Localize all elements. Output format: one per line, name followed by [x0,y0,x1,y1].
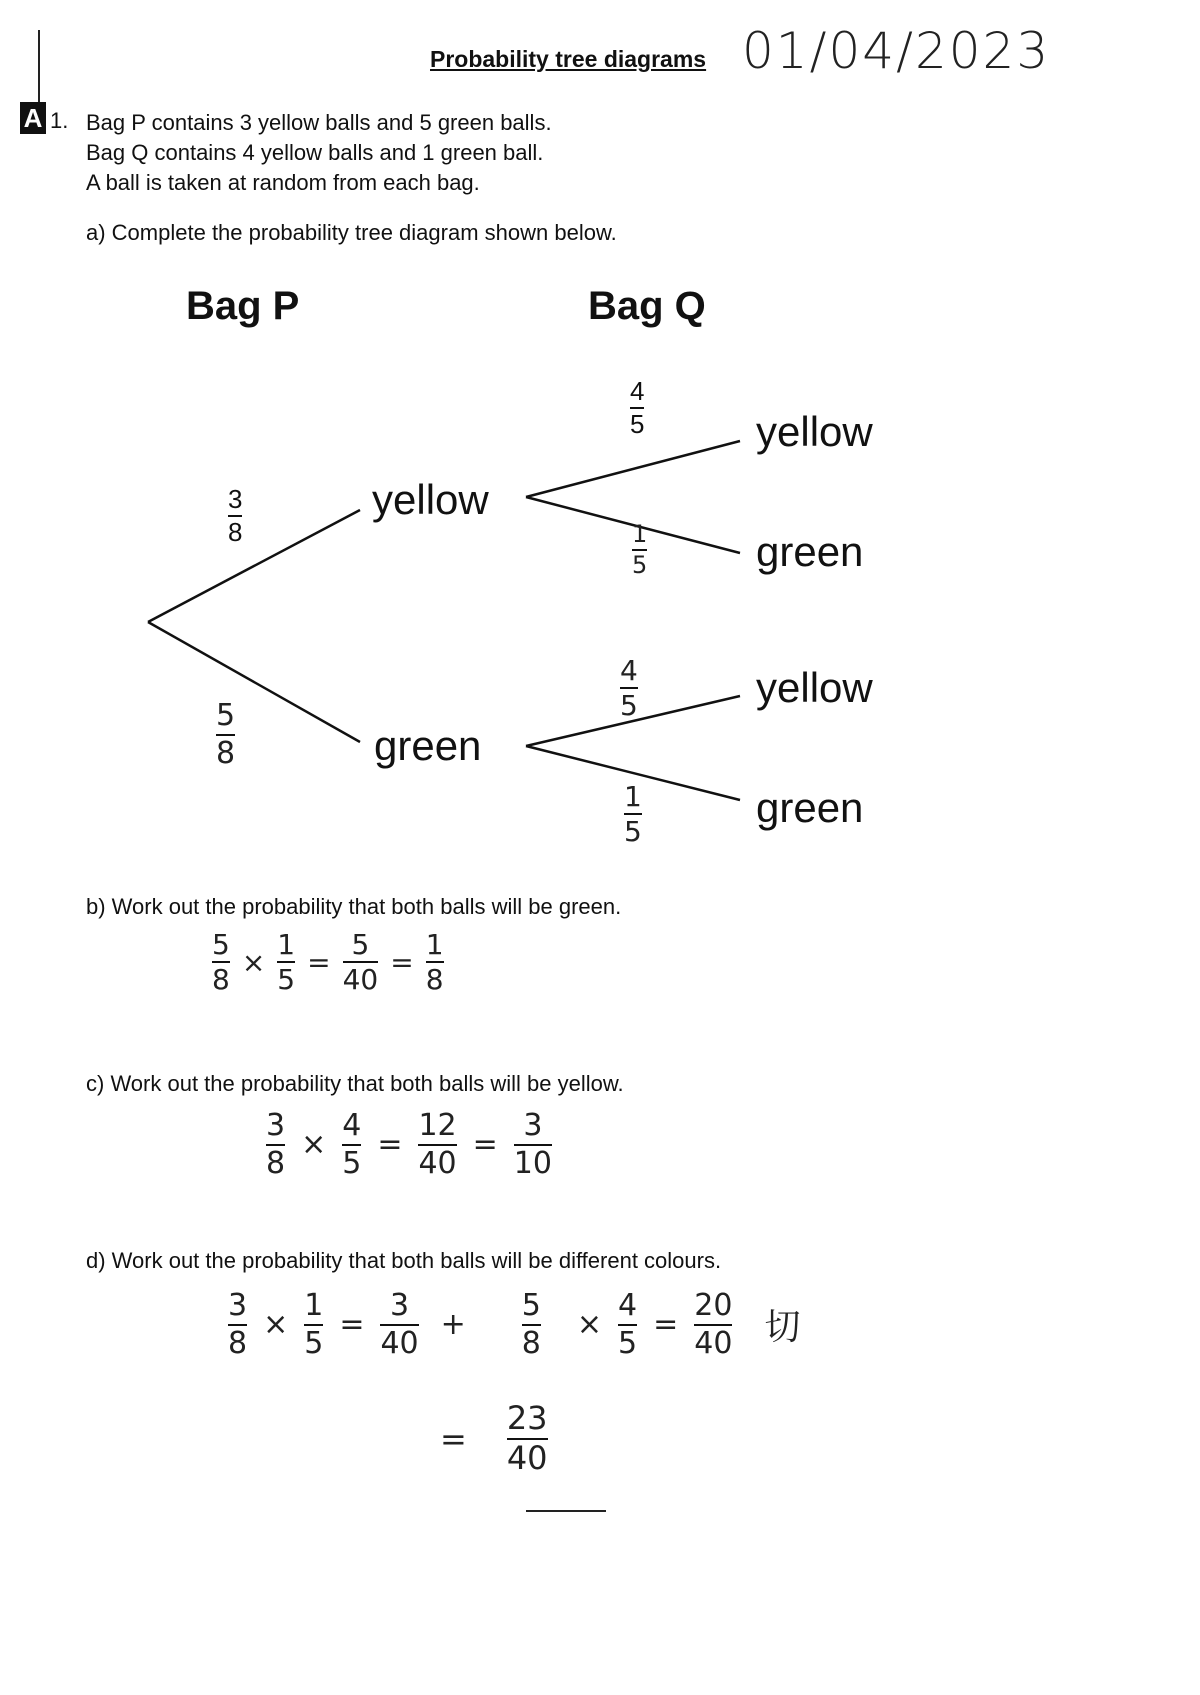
numerator: 5 [351,928,370,961]
intro-line-2: Bag Q contains 4 yellow balls and 1 green ball. [86,140,544,165]
outcome-p-yellow: yellow [372,476,489,523]
outcome-qg-green: green [756,784,864,831]
numerator: 3 [228,1288,248,1323]
denominator: 5 [277,963,296,997]
answer-d-product2 [694,1290,732,1359]
denominator: 8 [228,1325,248,1361]
numerator: 23 [506,1399,548,1437]
handwritten-note: 切 [764,1307,801,1348]
outcome-qy-yellow: yellow [756,408,873,455]
denominator: 8 [425,963,444,997]
prob-qy-yellow-num: 4 [630,376,645,406]
denominator: 8 [266,1145,286,1181]
prob-qy-yellow [630,378,644,439]
plus-sign: + [440,1307,466,1342]
answer-d-line2 [440,1399,548,1477]
part-b-prompt: b) Work out the probability that both balls will be green. [86,894,622,919]
intro-line-1: Bag P contains 3 yellow balls and 5 green balls. [86,110,552,135]
numerator: 4 [618,1288,638,1323]
answer-d-term4 [618,1290,637,1359]
numerator: 5 [521,1288,541,1323]
equals-sign: = [390,945,414,979]
numerator: 1 [277,928,296,961]
denominator: 8 [521,1325,541,1361]
numerator: 4 [342,1108,362,1143]
bag-q-heading: Bag Q [588,284,706,328]
answer-d-final [506,1399,548,1477]
prob-qg-green-num: 1 [624,780,642,813]
answer-d-product1 [380,1290,418,1359]
branch-p-green [148,622,360,742]
answer-b [212,930,444,995]
answer-b-simplified [426,930,444,995]
outcome-qy-green: green [756,528,864,575]
denominator: 5 [618,1325,638,1361]
denominator: 10 [513,1145,552,1181]
denominator: 40 [380,1325,419,1361]
denominator: 40 [506,1438,548,1477]
branch-qy-yellow [526,441,740,497]
answer-b-term2 [277,930,295,995]
prob-p-green-num: 5 [216,698,236,733]
denominator: 40 [342,963,379,997]
final-answer-underline [526,1510,606,1512]
numerator: 20 [694,1288,733,1323]
prob-p-yellow-den: 8 [228,517,243,548]
numerator: 1 [425,928,444,961]
answer-d-term3 [522,1290,541,1359]
handwritten-date: 01/04/2023 [742,22,1051,80]
section-badge: A [20,102,46,134]
prob-qg-yellow-num: 4 [620,654,638,687]
prob-qg-yellow [620,656,638,721]
outcome-p-green: green [374,722,482,769]
branch-p-yellow [148,510,360,622]
page-title: Probability tree diagrams [430,46,707,72]
prob-p-green-den: 8 [216,735,236,771]
numerator: 3 [390,1288,410,1323]
part-a-prompt: a) Complete the probability tree diagram shown below. [86,220,617,245]
times-sign: × [241,945,266,979]
answer-c-product [418,1110,456,1179]
part-d-prompt: d) Work out the probability that both balls will be different colours. [86,1248,722,1273]
prob-qg-green [624,782,642,847]
numerator: 5 [212,928,230,961]
outcome-qg-yellow: yellow [756,664,873,711]
numerator: 3 [266,1108,286,1143]
prob-qg-yellow-den: 5 [620,689,638,723]
numerator: 12 [418,1108,457,1143]
question-number: 1. [50,108,69,133]
prob-p-yellow-num: 3 [228,484,243,514]
prob-qy-green-den: 5 [632,551,648,580]
times-sign: × [263,1307,289,1342]
denominator: 40 [418,1145,457,1181]
answer-b-product [343,930,379,995]
answer-d-term1 [228,1290,247,1359]
numerator: 1 [304,1288,324,1323]
answer-c-simplified [514,1110,552,1179]
prob-qg-green-den: 5 [624,815,642,849]
answer-b-term1 [212,930,230,995]
bag-p-heading: Bag P [186,284,300,328]
intro-line-3: A ball is taken at random from each bag. [86,170,480,195]
times-sign: × [301,1127,327,1162]
numerator: 3 [523,1108,543,1143]
equals-sign: = [377,1127,403,1162]
prob-qy-green [632,522,647,578]
equals-sign: = [472,1127,498,1162]
answer-c-term1 [266,1110,285,1179]
times-sign: × [576,1307,603,1342]
denominator: 8 [212,963,230,997]
answer-d-term2 [304,1290,323,1359]
prob-qy-green-num: 1 [632,520,648,548]
prob-qy-yellow-den: 5 [630,409,645,440]
prob-p-yellow [228,486,242,547]
equals-sign: = [339,1307,365,1342]
prob-p-green [216,700,235,769]
answer-d-line1 [228,1290,800,1359]
equals-sign: = [307,945,331,979]
answer-c [266,1110,552,1179]
denominator: 5 [304,1325,324,1361]
part-c-prompt: c) Work out the probability that both balls will be yellow. [86,1071,624,1096]
denominator: 5 [342,1145,362,1181]
equals-sign: = [653,1307,679,1342]
answer-c-term2 [342,1110,361,1179]
equals-sign: = [440,1419,467,1458]
denominator: 40 [694,1325,733,1361]
